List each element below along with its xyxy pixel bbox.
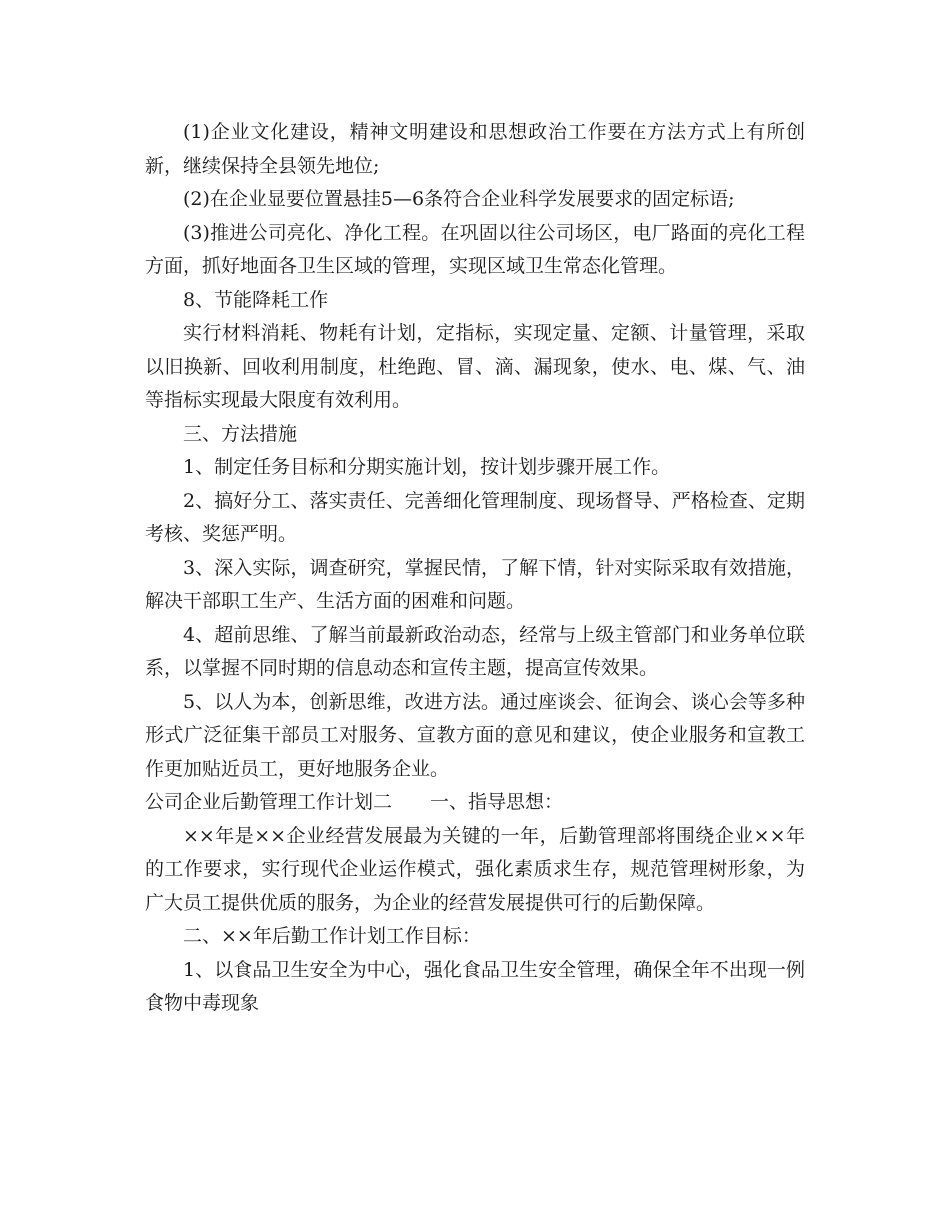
paragraph-method-1: 1、制定任务目标和分期实施计划，按计划步骤开展工作。 xyxy=(183,456,671,478)
section-heading-methods: 三、方法措施 xyxy=(183,422,298,445)
paragraph-guiding-thought: ××年是××企业经营发展最为关键的一年，后勤管理部将围绕企业××年的工作要求，实行现代企业运作模式，强化素质求生存，规范管理树形象，为广大员工提供优质的服务，为企业的经营发展提供可行的后勤保障。 xyxy=(145,824,805,914)
paragraph-method-5: 5、以人为本，创新思维，改进方法。通过座谈会、征询会、谈心会等多种形式广泛征集干部员工对服务、宣教方面的意见和建议，使企业服务和宣教工作更加贴近员工，更好地服务企业。 xyxy=(145,690,805,780)
document-title-plan-two: 公司企业后勤管理工作计划二 一、指导思想： xyxy=(145,791,564,813)
paragraph-energy-saving: 实行材料消耗、物耗有计划，定指标，实现定量、定额、计量管理，采取以旧换新、回收利用制度，杜绝跑、冒、滴、漏现象，使水、电、煤、气、油等指标实现最大限度有效利用。 xyxy=(145,322,805,411)
section-heading-goals: 二、××年后勤工作计划工作目标： xyxy=(183,925,481,947)
paragraph-method-4: 4、超前思维、了解当前最新政治动态，经常与上级主管部门和业务单位联系，以掌握不同时期的信息动态和宣传主题，提高宣传效果。 xyxy=(145,623,805,679)
document-page xyxy=(145,116,805,1021)
paragraph-goal-1: 1、以食品卫生安全为中心，强化食品卫生安全管理，确保全年不出现一例食物中毒现象 xyxy=(145,958,805,1014)
paragraph-method-2: 2、搞好分工、落实责任、完善细化管理制度、现场督导、严格检查、定期考核、奖惩严明。 xyxy=(145,489,805,545)
paragraph-culture-construction: (1)企业文化建设，精神文明建设和思想政治工作要在方法方式上有所创新，继续保持全县领先地位; xyxy=(145,121,805,177)
section-heading-energy-saving: 8、节能降耗工作 xyxy=(183,288,329,311)
paragraph-lighting-project: (3)推进公司亮化、净化工程。在巩固以往公司场区，电厂路面的亮化工程方面，抓好地面各卫生区域的管理，实现区域卫生常态化管理。 xyxy=(145,221,805,277)
paragraph-slogans: (2)在企业显要位置悬挂5—6条符合企业科学发展要求的固定标语; xyxy=(183,188,735,210)
paragraph-method-3: 3、深入实际，调查研究，掌握民情，了解下情，针对实际采取有效措施，解决干部职工生产、生活方面的困难和问题。 xyxy=(145,556,805,612)
